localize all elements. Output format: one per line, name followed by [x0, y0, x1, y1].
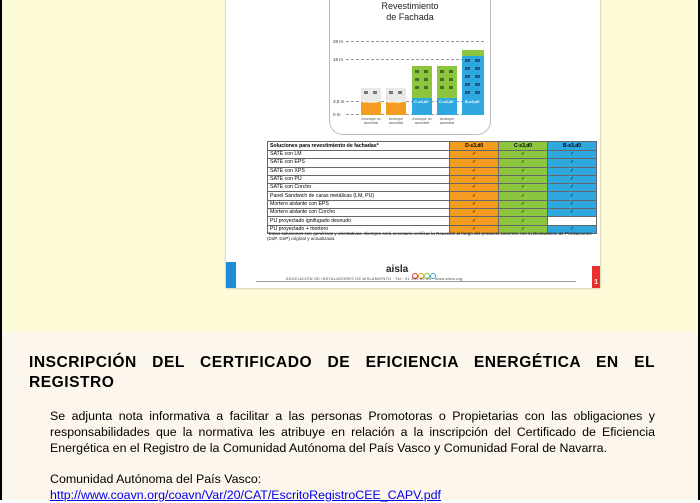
table-footnote: *Estas soluciones son genéricas y orientativas. Siempre será necesario verificar la Reacción al fuego del producto concreto con la Declaración de Prestaciones (DdP, DoP) original y actualizada. [267, 231, 592, 242]
table-row [268, 159, 597, 167]
check-mark-icon: ✓ [548, 167, 597, 175]
axis-label: 18 m [333, 57, 344, 62]
table-row [268, 184, 597, 192]
building-caption: Arranque accesible [439, 117, 455, 125]
section-heading: INSCRIPCIÓN DEL CERTIFICADO DE EFICIENCIA ENERGÉTICA EN EL REGISTRO [29, 354, 655, 391]
facade-title-line1: Revestimiento [381, 1, 439, 11]
check-mark-icon: ✓ [450, 217, 499, 225]
axis-gridline [346, 41, 484, 42]
table-cell: SATE con LM [268, 151, 450, 159]
building-tag: D-s3,d0 [388, 99, 403, 104]
check-mark-icon: ✓ [499, 225, 548, 233]
embedded-infographic [226, 0, 600, 288]
check-mark-icon: ✓ [499, 184, 548, 192]
table-cell: PU proyectado ignifugado desnudo [268, 217, 450, 225]
section-body-text: Se adjunta nota informativa a facilitar a las personas Promotoras o Propietarias con las obligaciones y responsabilidades que la normativa les atribuye en relación a la inscripción del Certificado de Eficiencia Energética en el Registro de la Comunidad Autónoma del País Vasco y Comunidad Foral de Navarra. [50, 409, 655, 456]
table-cell: Mortero aislante con EPS [268, 200, 450, 208]
table-cell: SATE con PU [268, 175, 450, 183]
check-mark-icon: ✓ [499, 167, 548, 175]
table-row [268, 200, 597, 208]
region-label: Comunidad Autónoma del País Vasco: [50, 472, 262, 486]
check-mark-icon: ✓ [548, 209, 597, 217]
table-row [268, 209, 597, 217]
check-mark-icon: ✓ [450, 151, 499, 159]
check-mark-icon: ✓ [499, 200, 548, 208]
check-mark-icon: ✓ [450, 200, 499, 208]
check-mark-icon: ✓ [499, 175, 548, 183]
check-mark-icon: ✓ [450, 184, 499, 192]
building-tag: C-s3,d0 [414, 99, 429, 104]
check-mark-icon: ✓ [548, 184, 597, 192]
table-cell: SATE con EPS [268, 159, 450, 167]
building-tag: C-s3,d0 [439, 99, 454, 104]
table-row [268, 167, 597, 175]
sheet-page-number: 1 [594, 279, 598, 286]
footer-divider [256, 281, 576, 282]
building-tag: B-s3,d0 [465, 99, 480, 104]
check-mark-icon: ✓ [499, 192, 548, 200]
check-mark-icon: ✓ [499, 217, 548, 225]
solutions-table [267, 141, 597, 234]
table-cell: SATE con XPS [268, 167, 450, 175]
table-header-cell: D-s3,d0 [450, 142, 499, 151]
table-cell: Mortero aislante con Corcho [268, 209, 450, 217]
aisla-logo: aisla [386, 264, 409, 275]
check-mark-icon: ✓ [450, 209, 499, 217]
axis-label: 0 m [333, 112, 341, 117]
check-mark-icon: ✓ [499, 151, 548, 159]
check-mark-icon: ✓ [499, 209, 548, 217]
table-header-row [268, 142, 597, 151]
check-mark-icon: ✓ [450, 192, 499, 200]
building-mid-green [412, 66, 432, 115]
check-mark-icon: ✓ [548, 225, 597, 233]
facade-title-line2: de Fachada [386, 12, 434, 22]
check-mark-icon: ✓ [548, 159, 597, 167]
table-cell: PU proyectado + mortero [268, 225, 450, 233]
check-mark-icon: ✓ [499, 159, 548, 167]
check-mark-icon: ✓ [450, 175, 499, 183]
check-mark-icon: ✓ [450, 159, 499, 167]
sheet-footer-text: ASOCIACIÓN DE INSTALADORES DE AISLAMIENTO · Tel.: 91 859 69 06 · www.aisla.org [286, 277, 463, 281]
table-row [268, 151, 597, 159]
axis-label: 3,5 m [333, 99, 345, 104]
table-header-cell: B-s3,d0 [548, 142, 597, 151]
check-mark-icon: ✓ [548, 192, 597, 200]
corner-accent [226, 262, 236, 288]
table-row [268, 192, 597, 200]
check-mark-icon: ✓ [450, 167, 499, 175]
check-mark-icon: ✓ [548, 200, 597, 208]
facade-diagram [329, 0, 491, 135]
table-row [268, 217, 597, 225]
building-caption: Arranque no accesible [412, 117, 432, 125]
table-header-cell: C-s3,d0 [499, 142, 548, 151]
building-tall-blue [462, 50, 484, 115]
table-cell: Panel Sándwich de caras metálicas (LM, PU) [268, 192, 450, 200]
table-header-cell: Soluciones para revestimiento de fachadas* [268, 142, 450, 151]
building-tag: D-s3,d0 [363, 99, 378, 104]
registro-capv-link[interactable]: http://www.coavn.org/coavn/Var/20/CAT/EscritoRegistroCEE_CAPV.pdf [50, 488, 441, 502]
building-mid-green-2 [437, 66, 457, 115]
check-mark-icon: ✓ [548, 175, 597, 183]
check-mark-icon: ✓ [450, 225, 499, 233]
building-caption: Arranque no accesible [361, 117, 381, 125]
check-mark-icon: ✓ [548, 151, 597, 159]
axis-label: 28 m [333, 39, 344, 44]
building-caption: Arranque accesible [388, 117, 404, 125]
empty-cell [548, 217, 597, 225]
table-row [268, 175, 597, 183]
table-cell: SATE con Corcho [268, 184, 450, 192]
